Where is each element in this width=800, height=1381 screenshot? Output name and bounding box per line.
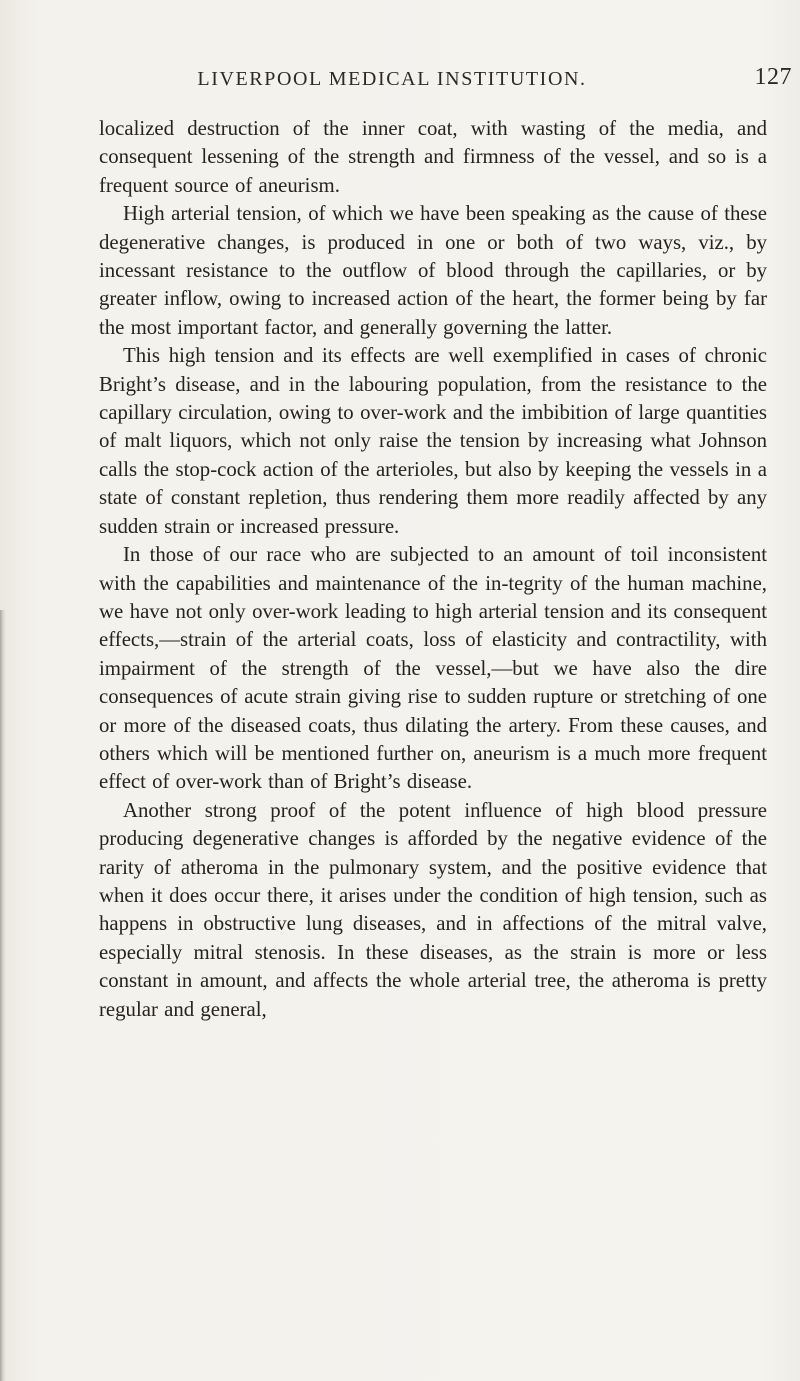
paragraph-over-work: In those of our race who are subjected to an amount of toil inconsistent with the capabilities and maintenance of the in-tegrity of the human machine, we have not only over-work leading to high arterial tension and its consequent effects,—strain of the arterial coats, loss of elasticity and contractility, with impairment of the strength of the vessel,—but we have also the dire consequences of acute strain giving rise to sudden rupture or stretching of one or more of the diseased coats, thus dilating the artery. From these causes, and others which will be mentioned further on, aneurism is a much more frequent effect of over-work than of Bright’s disease.: [99, 543, 767, 794]
page-number: 127: [754, 64, 792, 90]
body-text: [99, 115, 767, 1024]
running-title: LIVERPOOL MEDICAL INSTITUTION.: [197, 68, 587, 90]
paragraph-continuation: localized destruction of the inner coat, with wasting of the media, and consequent lessening of the strength and firmness of the vessel, and so is a frequent source of aneurism.: [99, 117, 767, 197]
paragraph-brights-disease: This high tension and its effects are well exemplified in cases of chronic Bright’s disease, and in the labouring population, from the resistance to the capillary circulation, owing to over-work and the imbibition of large quantities of malt liquors, which not only raise the tension by increasing what Johnson calls the stop-cock action of the arterioles, but also by keeping the vessels in a state of constant repletion, thus rendering them more readily affected by any sudden strain or increased pressure.: [99, 344, 767, 538]
binding-shadow: [0, 610, 6, 1381]
paragraph-high-arterial-tension: High arterial tension, of which we have been speaking as the cause of these degenerative changes, is produced in one or both of two ways, viz., by incessant resistance to the outflow of blood through the capillaries, or by greater inflow, owing to increased action of the heart, the former being by far the most important factor, and generally governing the latter.: [99, 202, 767, 339]
paragraph-pulmonary-system: Another strong proof of the potent influence of high blood pressure producing degenerative changes is afforded by the negative evidence of the rarity of atheroma in the pulmonary system, and the positive evidence that when it does occur there, it arises under the condition of high tension, such as happens in obstructive lung diseases, and in affections of the mitral valve, especially mitral stenosis. In these diseases, as the strain is more or less constant in amount, and affects the whole arterial tree, the atheroma is pretty regular and general,: [99, 798, 767, 1021]
running-head: [92, 48, 792, 88]
